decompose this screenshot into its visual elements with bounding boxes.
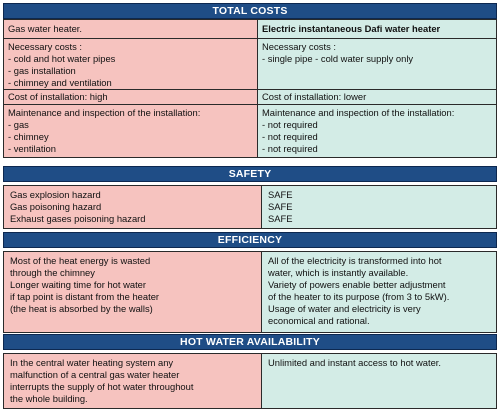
gas-necessary-costs [4, 39, 258, 90]
cell-line: - chimney and ventilation [8, 77, 112, 88]
cell-line: - ventilation [8, 143, 56, 154]
cell-line: SAFE [268, 189, 293, 200]
gas-heater-heading [4, 20, 258, 39]
cell-line: Longer waiting time for hot water [10, 279, 147, 290]
cell-line: Maintenance and inspection of the installation: [262, 107, 455, 118]
cell-line: - chimney [8, 131, 49, 142]
dafi-heater-heading [258, 20, 497, 39]
hot-water-header: HOT WATER AVAILABILITY [3, 334, 497, 350]
cell-line: Most of the heat energy is wasted [10, 255, 151, 266]
table-row [4, 20, 497, 39]
dafi-necessary-costs [258, 39, 497, 90]
table-row [4, 90, 497, 105]
cell-line: - not required [262, 119, 318, 130]
cell-line: the whole building. [10, 393, 88, 404]
dafi-maintenance [258, 105, 497, 158]
cell-line: of the heater to its purpose (from 3 to 5kW). [268, 291, 450, 302]
cell-line: Necessary costs : [262, 41, 336, 52]
cell-line: Cost of installation: high [8, 91, 108, 102]
cell-line: - not required [262, 131, 318, 142]
efficiency-table [3, 251, 497, 333]
hot-water-table [3, 353, 497, 409]
gas-efficiency [4, 252, 262, 333]
cell-line: Gas explosion hazard [10, 189, 101, 200]
cell-line: Gas poisoning hazard [10, 201, 102, 212]
cell-line: - single pipe - cold water supply only [262, 53, 414, 64]
cell-line: - gas installation [8, 65, 76, 76]
efficiency-section [3, 232, 497, 333]
table-row [4, 186, 497, 229]
cell-line: Electric instantaneous Dafi water heater [262, 23, 441, 34]
cell-line: - cold and hot water pipes [8, 53, 116, 64]
cell-line: if tap point is distant from the heater [10, 291, 160, 302]
table-row [4, 39, 497, 90]
cell-line: malfunction of a central gas water heater [10, 369, 180, 380]
safety-header: SAFETY [3, 166, 497, 182]
cell-line: Necessary costs : [8, 41, 82, 52]
gas-installation-cost [4, 90, 258, 105]
cell-line: (the heat is absorbed by the walls) [10, 303, 153, 314]
cell-line: All of the electricity is transformed into hot [268, 255, 442, 266]
cell-line: Variety of powers enable better adjustment [268, 279, 446, 290]
cell-line: Unlimited and instant access to hot water. [268, 357, 442, 368]
dafi-safety [262, 186, 497, 229]
cell-line: Cost of installation: lower [262, 91, 367, 102]
cell-line: interrupts the supply of hot water throughout [10, 381, 194, 392]
table-row [4, 105, 497, 158]
safety-section [3, 166, 497, 229]
cell-line: Maintenance and inspection of the installation: [8, 107, 201, 118]
cell-line: water, which is instantly available. [268, 267, 409, 278]
cell-line: - gas [8, 119, 29, 130]
cell-line: through the chimney [10, 267, 95, 278]
gas-maintenance [4, 105, 258, 158]
hot-water-section [3, 334, 497, 409]
efficiency-header: EFFICIENCY [3, 232, 497, 248]
gas-hot-water [4, 354, 262, 409]
total-costs-section [3, 3, 497, 158]
total-costs-header: TOTAL COSTS [3, 3, 497, 19]
safety-table [3, 185, 497, 229]
total-costs-table [3, 19, 497, 158]
table-row [4, 354, 497, 409]
cell-line: Usage of water and electricity is very [268, 303, 421, 314]
cell-line: - not required [262, 143, 318, 154]
cell-line: SAFE [268, 213, 293, 224]
dafi-hot-water [262, 354, 497, 409]
dafi-efficiency [262, 252, 497, 333]
dafi-installation-cost [258, 90, 497, 105]
gas-safety-hazards [4, 186, 262, 229]
table-row [4, 252, 497, 333]
cell-line: Gas water heater. [8, 23, 82, 34]
cell-line: In the central water heating system any [10, 357, 174, 368]
cell-line: Exhaust gases poisoning hazard [10, 213, 146, 224]
cell-line: SAFE [268, 201, 293, 212]
cell-line: economical and rational. [268, 315, 370, 326]
